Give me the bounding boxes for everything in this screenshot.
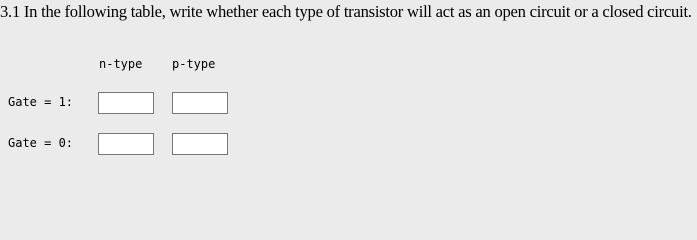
column-header-p-type: p-type [172,57,216,71]
question-text: 3.1 In the following table, write whether each type of transistor will act as an open circuit or a closed circuit. [0,2,692,21]
gate-1-n-type-input[interactable] [98,92,154,114]
gate-0-n-type-input[interactable] [98,133,154,155]
gate-0-p-type-input[interactable] [172,133,228,155]
row-label-gate-0: Gate = 0: [8,136,74,150]
row-label-gate-1: Gate = 1: [8,95,74,109]
gate-1-p-type-input[interactable] [172,92,228,114]
column-header-n-type: n-type [99,57,143,71]
